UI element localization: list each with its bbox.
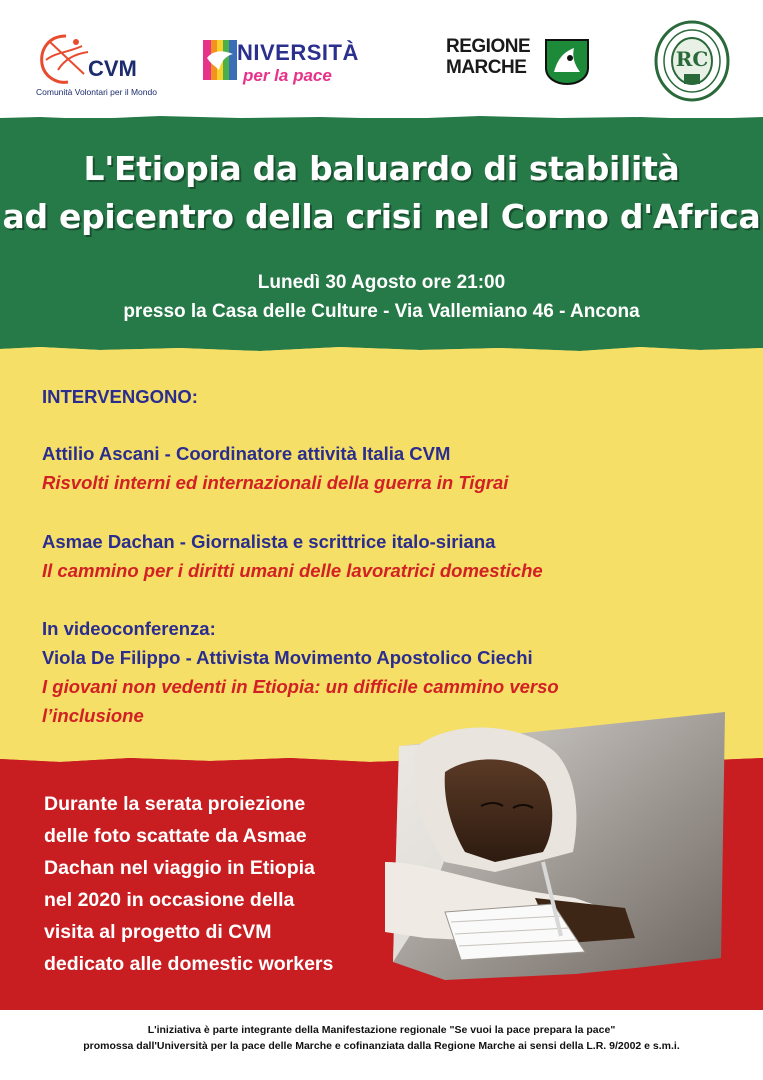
speakers-heading: INTERVENGONO: (42, 386, 198, 407)
projection-text (44, 788, 404, 980)
speaker-2-name: Asmae Dachan - Giornalista e scrittrice italo-siriana (42, 531, 496, 552)
projection-line-4: nel 2020 in occasione della (44, 889, 295, 911)
speaker-1-topic: Risvolti interni ed internazionali della guerra in Tigrai (42, 472, 509, 493)
event-date: Lunedì 30 Agosto ore 21:00 (257, 272, 506, 293)
regione-line1: REGIONE (446, 36, 531, 57)
consiglio-regionale-seal (654, 20, 730, 102)
universita-tagline: per la pace (243, 66, 332, 85)
cvm-name: CVM (88, 56, 137, 81)
projection-line-1: Durante la serata proiezione (44, 793, 306, 815)
girl-writing-photo (385, 712, 730, 980)
footer-line-1: L'iniziativa è parte integrante della Manifestazione regionale "Se vuoi la pace prepara la pace" (147, 1024, 616, 1036)
cvm-logo (36, 30, 156, 100)
event-venue: presso la Casa delle Culture - Via Vallemiano 46 - Ancona (123, 301, 640, 322)
logo-header (0, 0, 763, 118)
regione-text (446, 36, 530, 78)
event-details (0, 268, 763, 326)
cvm-subtitle: Comunità Volontari per il Mondo (36, 87, 157, 97)
speaker-3-topic-line-2: l’inclusione (42, 705, 144, 726)
title-line-2: ad epicentro della crisi nel Corno d'Africa (2, 197, 761, 236)
projection-line-3: Dachan nel viaggio in Etiopia (44, 857, 315, 879)
event-title (0, 145, 763, 241)
universita-logo (203, 38, 403, 98)
torn-edge-green-yellow (0, 340, 763, 354)
title-line-1: L'Etiopia da baluardo di stabilità (83, 149, 680, 188)
seal-icon (654, 20, 730, 102)
rainbow-dove-icon (203, 40, 237, 84)
torn-edge-top (0, 112, 763, 122)
speaker-2-topic: Il cammino per i diritti umani delle lavoratrici domestiche (42, 560, 543, 581)
footer-line-2: promossa dall'Università per la pace delle Marche e cofinanziata dalla Regione Marche ai sensi della L.R. 9/2002 e s.m.i. (83, 1040, 680, 1052)
speakers-band (0, 346, 763, 766)
speaker-1-name: Attilio Ascani - Coordinatore attività Italia CVM (42, 443, 451, 464)
projection-line-2: delle foto scattate da Asmae (44, 825, 307, 847)
video-heading: In videoconferenza: (42, 618, 216, 639)
universita-word: NIVERSITÀ (237, 40, 359, 65)
speaker-3-topic-line-1: I giovani non vedenti in Etiopia: un difficile cammino verso (42, 676, 559, 697)
speaker-3-name: Viola De Filippo - Attivista Movimento Apostolico Ciechi (42, 647, 533, 668)
regione-line2: MARCHE (446, 57, 527, 78)
svg-text:RC: RC (675, 47, 709, 71)
regione-marche-logo (446, 36, 596, 92)
footer (0, 1010, 763, 1080)
regione-shield-icon (544, 38, 590, 86)
cvm-emblem-icon (36, 30, 96, 88)
projection-line-5: visita al progetto di CVM (44, 921, 272, 943)
projection-line-6: dedicato alle domestic workers (44, 953, 334, 975)
